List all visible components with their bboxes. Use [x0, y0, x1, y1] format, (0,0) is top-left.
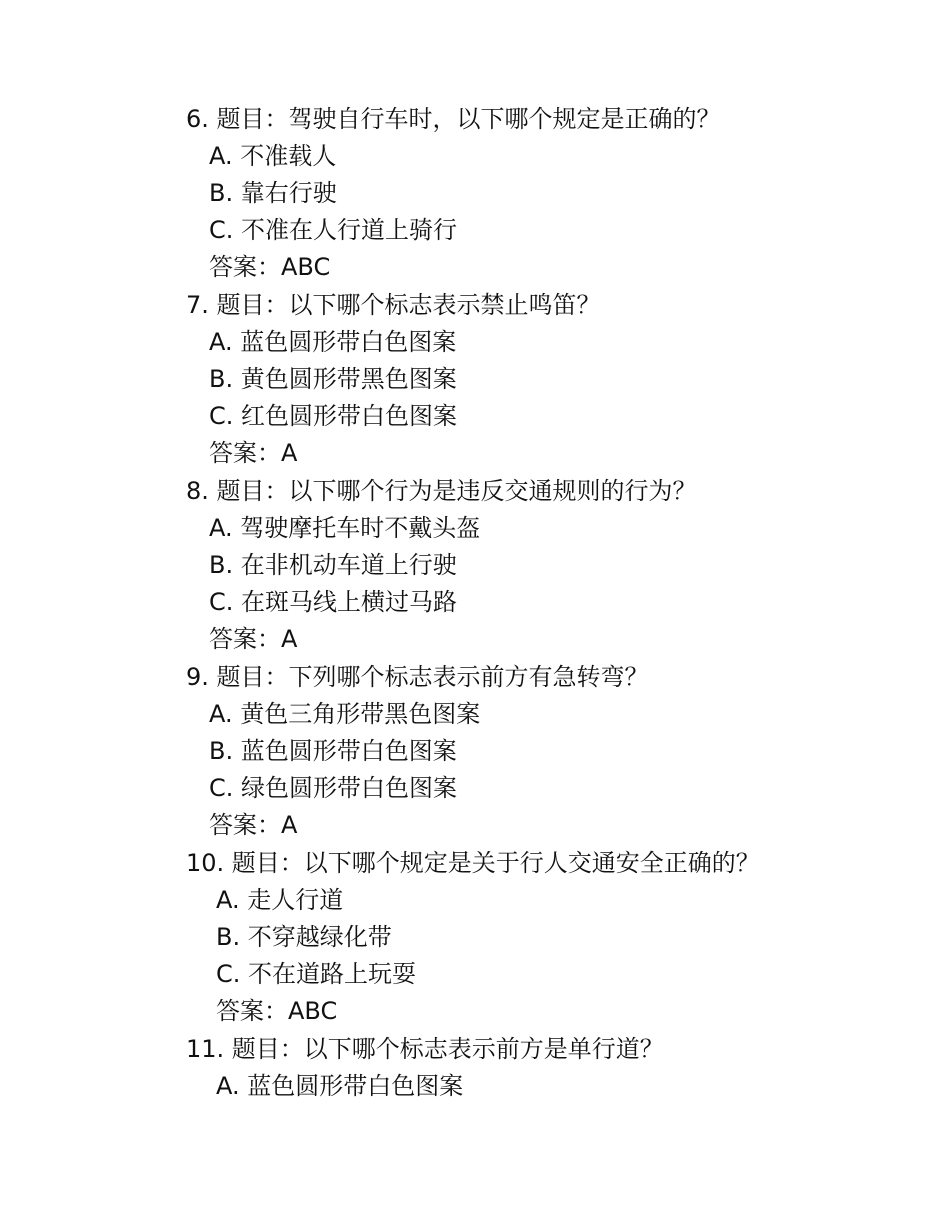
question-10-answer: 答案：ABC: [216, 997, 338, 1025]
question-9-answer: 答案：A: [209, 811, 298, 839]
question-10-title: 10. 题目：以下哪个规定是关于行人交通安全正确的？: [186, 849, 760, 877]
question-10-option-a: A. 走人行道: [216, 886, 344, 914]
question-8-answer: 答案：A: [209, 625, 298, 653]
question-6-option-b: B. 靠右行驶: [209, 179, 337, 207]
question-7-option-a: A. 蓝色圆形带白色图案: [209, 328, 457, 356]
question-6-option-c: C. 不准在人行道上骑行: [209, 216, 458, 244]
question-8-option-a: A. 驾驶摩托车时不戴头盔: [209, 514, 481, 542]
question-9-option-b: B. 蓝色圆形带白色图案: [209, 737, 457, 765]
question-7-option-b: B. 黄色圆形带黑色图案: [209, 365, 457, 393]
question-10-option-c: C. 不在道路上玩耍: [216, 960, 417, 988]
question-6-title: 6. 题目：驾驶自行车时，以下哪个规定是正确的？: [186, 105, 721, 133]
question-9-option-a: A. 黄色三角形带黑色图案: [209, 700, 481, 728]
question-8-title: 8. 题目：以下哪个行为是违反交通规则的行为？: [186, 477, 697, 505]
question-10-option-b: B. 不穿越绿化带: [216, 923, 392, 951]
question-7-answer: 答案：A: [209, 439, 298, 467]
question-11-option-a: A. 蓝色圆形带白色图案: [216, 1072, 464, 1100]
question-6-answer: 答案：ABC: [209, 253, 331, 281]
question-8-option-b: B. 在非机动车道上行驶: [209, 551, 457, 579]
question-7-title: 7. 题目：以下哪个标志表示禁止鸣笛？: [186, 291, 601, 319]
question-8-option-c: C. 在斑马线上横过马路: [209, 588, 458, 616]
question-9-option-c: C. 绿色圆形带白色图案: [209, 774, 458, 802]
question-9-title: 9. 题目：下列哪个标志表示前方有急转弯？: [186, 663, 649, 691]
question-7-option-c: C. 红色圆形带白色图案: [209, 402, 458, 430]
question-6-option-a: A. 不准载人: [209, 142, 337, 170]
question-11-title: 11. 题目：以下哪个标志表示前方是单行道？: [186, 1035, 664, 1063]
